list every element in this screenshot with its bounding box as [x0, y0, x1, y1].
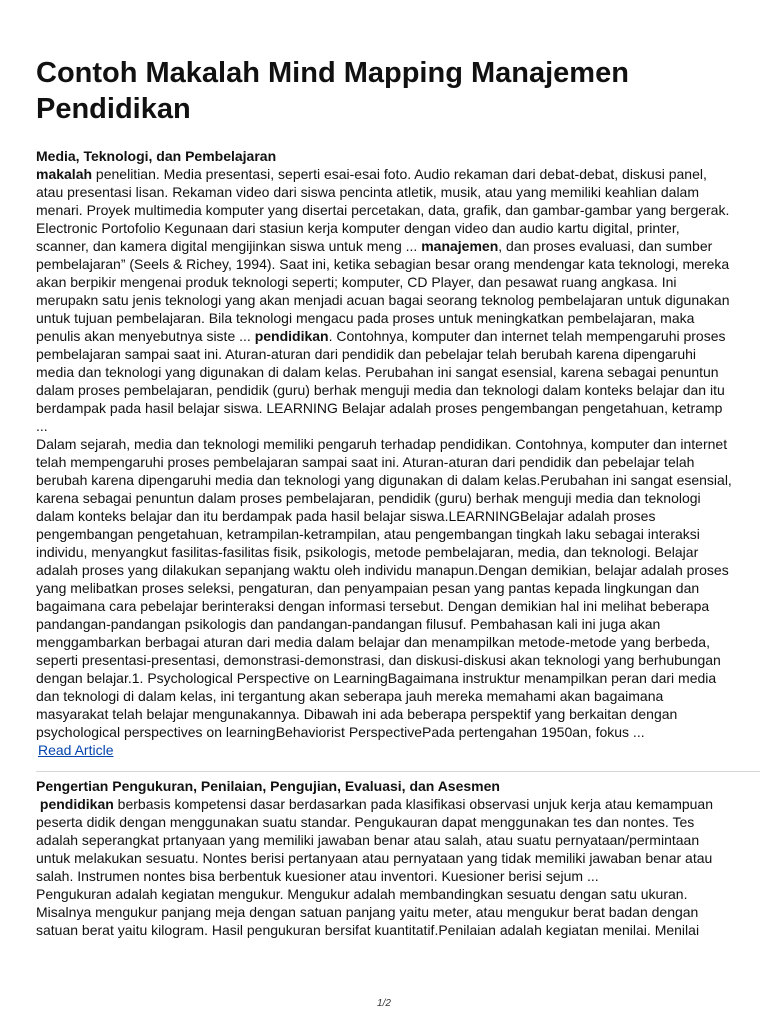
article-section-pengukuran — [36, 777, 732, 939]
excerpt-text: . Contohnya, komputer dan internet telah mempengaruhi proses pembelajaran sampai saat ini. Aturan-aturan dari pendidik dan pebelajar telah berubah karena dipengaruhi media dan teknologi yang digunakan di dalam kelas. Perubahan ini sangat esensial, karena sebagai penuntun dalam proses pembelajaran, pendidik (guru) berhak menguji media dan teknologi dalam konteks belajar dan itu berdampak pada hasil belajar siswa. LEARNING Belajar adalah proses pengembangan pengetahuan, ketramp ... — [36, 328, 726, 434]
page-title: Contoh Makalah Mind Mapping Manajemen Pendidikan — [36, 57, 629, 125]
keyword-highlight: makalah — [36, 166, 93, 182]
keyword-highlight: manajemen — [421, 238, 499, 254]
page-number: 1/2 — [377, 998, 391, 1009]
article-section-media — [36, 147, 732, 760]
summary-paragraph: Pengukuran adalah kegiatan mengukur. Mengukur adalah membandingkan sesuatu dengan satu ukuran. Misalnya mengukur panjang meja dengan satuan panjang yaitu meter, atau mengukur berat badan dengan satuan berat yaitu kilogram. Hasil pengukuran bersifat kuantitatif.Penilaian adalah kegiatan menilai. Menilai — [36, 886, 700, 938]
section-title: Media, Teknologi, dan Pembelajaran — [36, 148, 277, 164]
summary-paragraph: Dalam sejarah, media dan teknologi memiliki pengaruh terhadap pendidikan. Contohnya, komputer dan internet telah mempengaruhi proses pembelajaran sampai saat ini. Aturan-aturan dari pendidik dan pebelajar telah berubah karena dipengaruhi media dan teknologi yang digunakan di dalam kelas.Perubahan ini sangat esensial, karena sebagai penuntun dalam proses pembelajaran, pendidik (guru) berhak menguji media dan teknologi dalam konteks belajar dan itu berdampak pada hasil belajar siswa.LEARNINGBelajar adalah proses pengembangan pengetahuan, ketrampilan-ketrampilan, atau pengembangan tingkah laku sebagai interaksi individu, menyangkut fasilitas-fasilitas fisik, psikologis, metode pembelajaran, media, dan teknologi. Belajar adalah proses yang dilakukan sepanjang waktu oleh individu manapun.Dengan demikian, belajar adalah proses yang melibatkan proses seleksi, pengaturan, dan penyampaian pesan yang pantas kepada lingkungan dan bagaimana cara pebelajar berinteraksi dengan informasi tersebut. Dengan demikian hal ini melihat beberapa pandangan-pandangan psikologis dan pandangan-pandangan filusuf. Pembahasan kali ini juga akan menggambarkan berbagai aturan dari media dalam belajar dan menampilkan metode-metode yang berbeda, seperti presentasi-presentasi, demonstrasi-demonstrasi, dan diskusi-diskusi akan teknologi yang berhubungan dengan belajar.1. Psychological Perspective on LearningBagaimana instruktur menampilkan peran dari media dan teknologi di dalam kelas, ini tergantung akan seberapa jauh mereka memahami akan bagaimana masyarakat telah belajar mengunakannya. Dibawah ini ada beberapa perspektif yang berkaitan dengan psychological perspectives on learningBehaviorist PerspectivePada pertengahan 1950an, fokus ... — [36, 436, 732, 740]
read-article-link[interactable]: Read Article — [38, 742, 114, 758]
section-divider — [36, 771, 760, 772]
keyword-highlight: pendidikan — [254, 328, 329, 344]
excerpt-text: berbasis kompetensi dasar berdasarkan pada klasifikasi observasi unjuk kerja atau kemampuan peserta didik dengan menggunakan suatu standar. Pengukauran dapat menggunakan tes dan nontes. Tes adalah seperangkat prtanyaan yang memiliki jawaban benar atau salah, atau suatu pernyataan/permintaan untuk melakukan sesuatu. Nontes berisi pertanyaan atau pernyataan yang tidak memiliki jawaban benar atau salah. Instrumen nontes bisa berbentuk kuesioner atau inventori. Kuesioner berisi sejum ... — [36, 796, 714, 884]
section-title: Pengertian Pengukuran, Penilaian, Pengujian, Evaluasi, dan Asesmen — [36, 778, 500, 794]
excerpt-paragraph — [36, 165, 732, 435]
excerpt-text: penelitian. Media presentasi, seperti esai-esai foto. Audio rekaman dari debat-debat, diskusi panel, atau presentasi lisan. Rekaman video dari siswa pencinta atletik, musik, atau yang memiliki keahlian dalam menari. Proyek multimedia komputer yang disertai percetakan, data, grafik, dan gambar-gambar yang bergerak. Electronic Portofolio Kegunaan dari stasiun kerja komputer dengan video dan audio kartu digital, printer, scanner, dan kamera digital mengijinkan siswa untuk meng ... — [36, 166, 730, 254]
excerpt-paragraph — [36, 795, 732, 885]
excerpt-text: , dan proses evaluasi, dan sumber pembelajaran” (Seels & Richey, 1994). Saat ini, ketika sebagian besar orang mendengar kata teknologi, mereka akan berpikir mengenai produk teknologi seperti; komputer, CD Player, dan pesawat ruang angkasa. Ini merupakn satu jenis teknologi yang akan menjadi acuan bagai seorang teknolog pembelajaran untuk digunakan untuk tujuan pembelajaran. Bila teknologi mengacu pada proses untuk meningkatkan pembelajaran, maka penulis akan menyebutnya siste ... — [36, 238, 730, 344]
keyword-highlight: pendidikan — [39, 796, 114, 812]
